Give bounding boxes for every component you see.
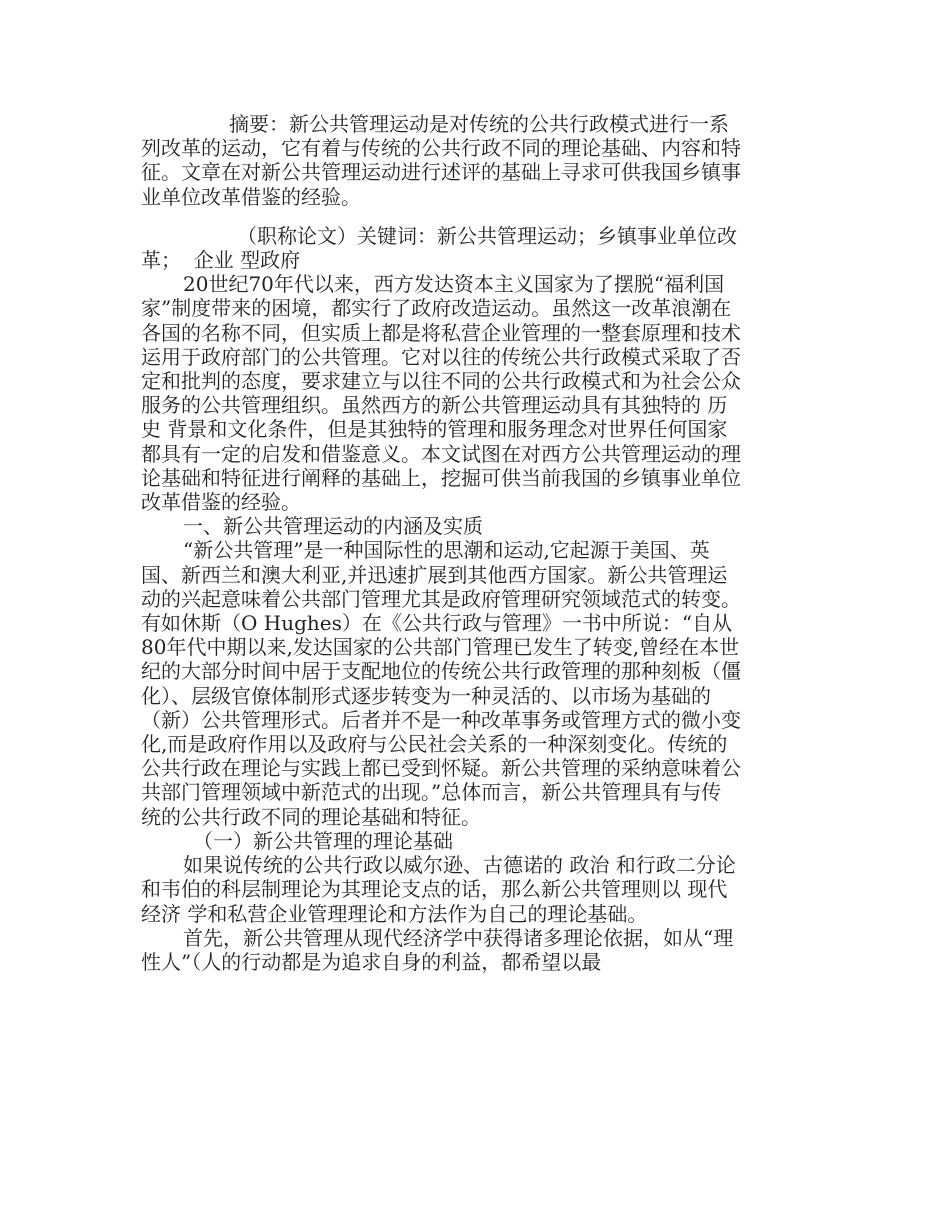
keywords-paragraph: （职称论文）关键词：新公共管理运动；乡镇事业单位改革； 企业 型政府 bbox=[141, 223, 737, 273]
body-paragraph-definition: “新公共管理”是一种国际性的思潮和运动,它起源于美国、英国、新西兰和澳大利亚,并迅速扩展到其他西方国家。新公共管理运动的兴起意味着公共部门管理尤其是政府管理研究领域范式的转变。有如休斯（O Hughes）在《公共行政与管理》一书中所说：“自从80年代中期以来,发达国家的公共部门管理已发生了转变,曾经在本世纪的大部分时间中居于支配地位的传统公共行政管理的那种刻板（僵化）、层级官僚体制形式逐步转变为一种灵活的、以市场为基础的（新）公共管理形式。后者并不是一种改革事务或管理方式的微小变化,而是政府作用以及政府与公民社会关系的一种深刻变化。传统的公共行政在理论与实践上都已受到怀疑。新公共管理的采纳意味着公共部门管理领域中新范式的出现。”总体而言，新公共管理具有与传统的公共行政不同的理论基础和特征。 bbox=[141, 538, 741, 829]
abstract-paragraph: 摘要：新公共管理运动是对传统的公共行政模式进行一系列改革的运动，它有着与传统的公共行政不同的理论基础、内容和特征。文章在对新公共管理运动进行述评的基础上寻求可供我国乡镇事业单位改革借鉴的经验。 bbox=[141, 112, 741, 209]
body-paragraph-economics: 首先，新公共管理从现代经济学中获得诸多理论依据，如从“理性人”（人的行动都是为追求自身的利益，都希望以最 bbox=[141, 925, 734, 974]
subsection-heading-1: （一）新公共管理的理论基础 bbox=[193, 828, 453, 853]
body-paragraph-intro: 20世纪70年代以来，西方发达资本主义国家为了摆脱“福利国家”制度带来的困境，都实行了政府改造运动。虽然这一改革浪潮在各国的名称不同，但实质上都是将私营企业管理的一整套原理和技术运用于政府部门的公共管理。它对以往的传统公共行政模式采取了否定和批判的态度，要求建立与以往不同的公共行政模式和为社会公众服务的公共管理组织。虽然西方的新公共管理运动具有其独特的 历史 背景和文化条件，但是其独特的管理和服务理念对世界任何国家都具有一定的启发和借鉴意义。本文试图在对西方公共管理运动的理论基础和特征进行阐释的基础上，挖掘可供当前我国的乡镇事业单位改革借鉴的经验。 bbox=[141, 272, 741, 515]
body-paragraph-theory: 如果说传统的公共行政以威尔逊、古德诺的 政治 和行政二分论和韦伯的科层制理论为其理论支点的话，那么新公共管理则以 现代 经济 学和私营企业管理理论和方法作为自己的理论基础。 bbox=[141, 853, 741, 926]
document-page bbox=[141, 112, 741, 974]
section-heading-1: 一、新公共管理运动的内涵及实质 bbox=[183, 514, 483, 539]
